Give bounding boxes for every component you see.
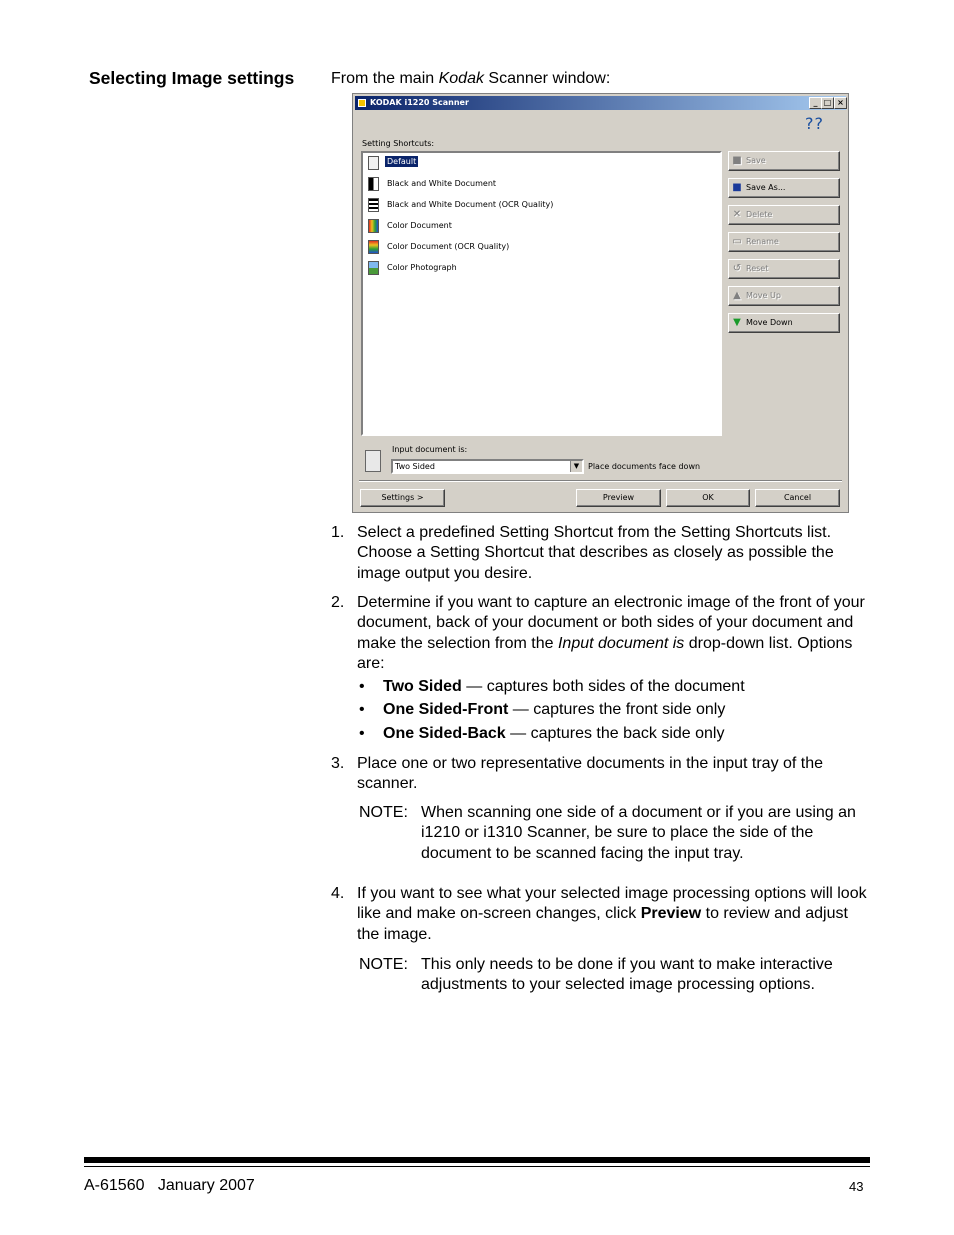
rename-icon: ▭ <box>732 236 742 247</box>
cancel-button[interactable]: Cancel <box>755 489 840 507</box>
delete-button[interactable]: ✕ Delete <box>728 205 840 225</box>
save-icon: ■ <box>732 155 742 166</box>
arrow-down-icon: ▼ <box>733 317 741 328</box>
close-button[interactable]: × <box>834 97 847 109</box>
color-photograph-icon <box>368 261 379 275</box>
input-document-select[interactable] <box>391 459 584 474</box>
save-as-icon: ■ <box>732 182 742 193</box>
section-title: Selecting Image settings <box>89 68 295 88</box>
shortcut-label: Color Document (OCR Quality) <box>387 242 510 251</box>
save-as-button[interactable]: ■ Save As... <box>728 178 840 198</box>
preview-button[interactable]: Preview <box>576 489 661 507</box>
shortcuts-list[interactable] <box>361 151 722 436</box>
place-documents-hint: Place documents face down <box>588 462 701 471</box>
note-label: NOTE: <box>359 956 408 973</box>
footer-rule-thick <box>84 1157 870 1163</box>
color-document-icon <box>368 219 379 233</box>
intro-text: From the main Kodak Scanner window: <box>331 70 611 87</box>
ok-button[interactable]: OK <box>666 489 750 507</box>
shortcut-label: Default <box>387 157 417 166</box>
shortcut-label: Color Document <box>387 221 452 230</box>
input-document-label: Input document is: <box>392 445 468 454</box>
minimize-button[interactable]: _ <box>809 97 822 109</box>
step-number: 1. <box>331 524 345 541</box>
divider <box>359 480 842 482</box>
step-text: Select a predefined Setting Shortcut from the Setting Shortcuts list. Choose a Setting Shortcut that describes as closely as possible the image output you desire. <box>357 524 834 582</box>
step-number: 3. <box>331 755 345 772</box>
footer-doc-id: A-61560 January 2007 <box>84 1177 255 1194</box>
note-text: This only needs to be done if you want to make interactive adjustments to your selected image processing options. <box>421 956 833 994</box>
kodak-app-icon <box>358 99 366 107</box>
scanner-icon <box>368 156 379 170</box>
chevron-down-icon[interactable]: ▼ <box>570 461 582 472</box>
context-help-icon[interactable]: ? <box>814 114 824 133</box>
step-text: If you want to see what your selected image processing options will look like and make on-screen changes, click Preview to review and adjust the image. <box>357 885 867 943</box>
rename-button[interactable]: ▭ Rename <box>728 232 840 252</box>
reset-icon: ↺ <box>732 263 742 274</box>
step-text: Determine if you want to capture an electronic image of the front of your document, back of your document or both sides of your document and make the selection from the Input document is drop-down list. Options are: <box>357 594 865 672</box>
help-icons[interactable] <box>805 114 824 133</box>
dialog-title: KODAK i1220 Scanner <box>370 98 469 107</box>
bw-ocr-document-icon <box>368 198 379 212</box>
move-up-button[interactable]: ▲ Move Up <box>728 286 840 306</box>
shortcut-item-color-ocr[interactable] <box>368 239 668 257</box>
help-icon[interactable]: ? <box>805 114 815 133</box>
shortcut-item-color-photograph[interactable] <box>368 260 668 278</box>
note-label: NOTE: <box>359 804 408 821</box>
save-button[interactable]: ■ Save <box>728 151 840 171</box>
step-text: Place one or two representative documents in the input tray of the scanner. <box>357 755 824 793</box>
shortcut-item-color-document[interactable] <box>368 218 668 236</box>
move-down-button[interactable]: ▼ Move Down <box>728 313 840 333</box>
scanner-dialog <box>352 93 849 513</box>
shortcut-item-bw-ocr[interactable] <box>368 197 668 215</box>
dialog-titlebar <box>355 96 846 110</box>
reset-button[interactable]: ↺ Reset <box>728 259 840 279</box>
color-ocr-document-icon <box>368 240 379 254</box>
step-number: 4. <box>331 885 345 902</box>
shortcut-label: Black and White Document (OCR Quality) <box>387 200 554 209</box>
shortcuts-label: Setting Shortcuts: <box>362 139 435 148</box>
arrow-up-icon: ▲ <box>733 290 741 301</box>
shortcut-label: Black and White Document <box>387 179 497 188</box>
step-number: 2. <box>331 594 345 611</box>
page-number: 43 <box>849 1179 864 1194</box>
maximize-button[interactable]: □ <box>821 97 834 109</box>
settings-button[interactable]: Settings > <box>360 489 445 507</box>
shortcut-label: Color Photograph <box>387 263 457 272</box>
note-text: When scanning one side of a document or if you are using an i1210 or i1310 Scanner, be sure to place the side of the document to be scanned facing the input tray. <box>421 804 856 862</box>
footer-rule-thin <box>84 1166 870 1167</box>
input-document-value: Two Sided <box>395 462 435 471</box>
shortcut-item-bw-document[interactable] <box>368 176 668 194</box>
input-document-icon <box>365 450 381 472</box>
delete-icon: ✕ <box>732 209 742 220</box>
bw-document-icon <box>368 177 379 191</box>
shortcut-item-default[interactable] <box>368 155 668 173</box>
